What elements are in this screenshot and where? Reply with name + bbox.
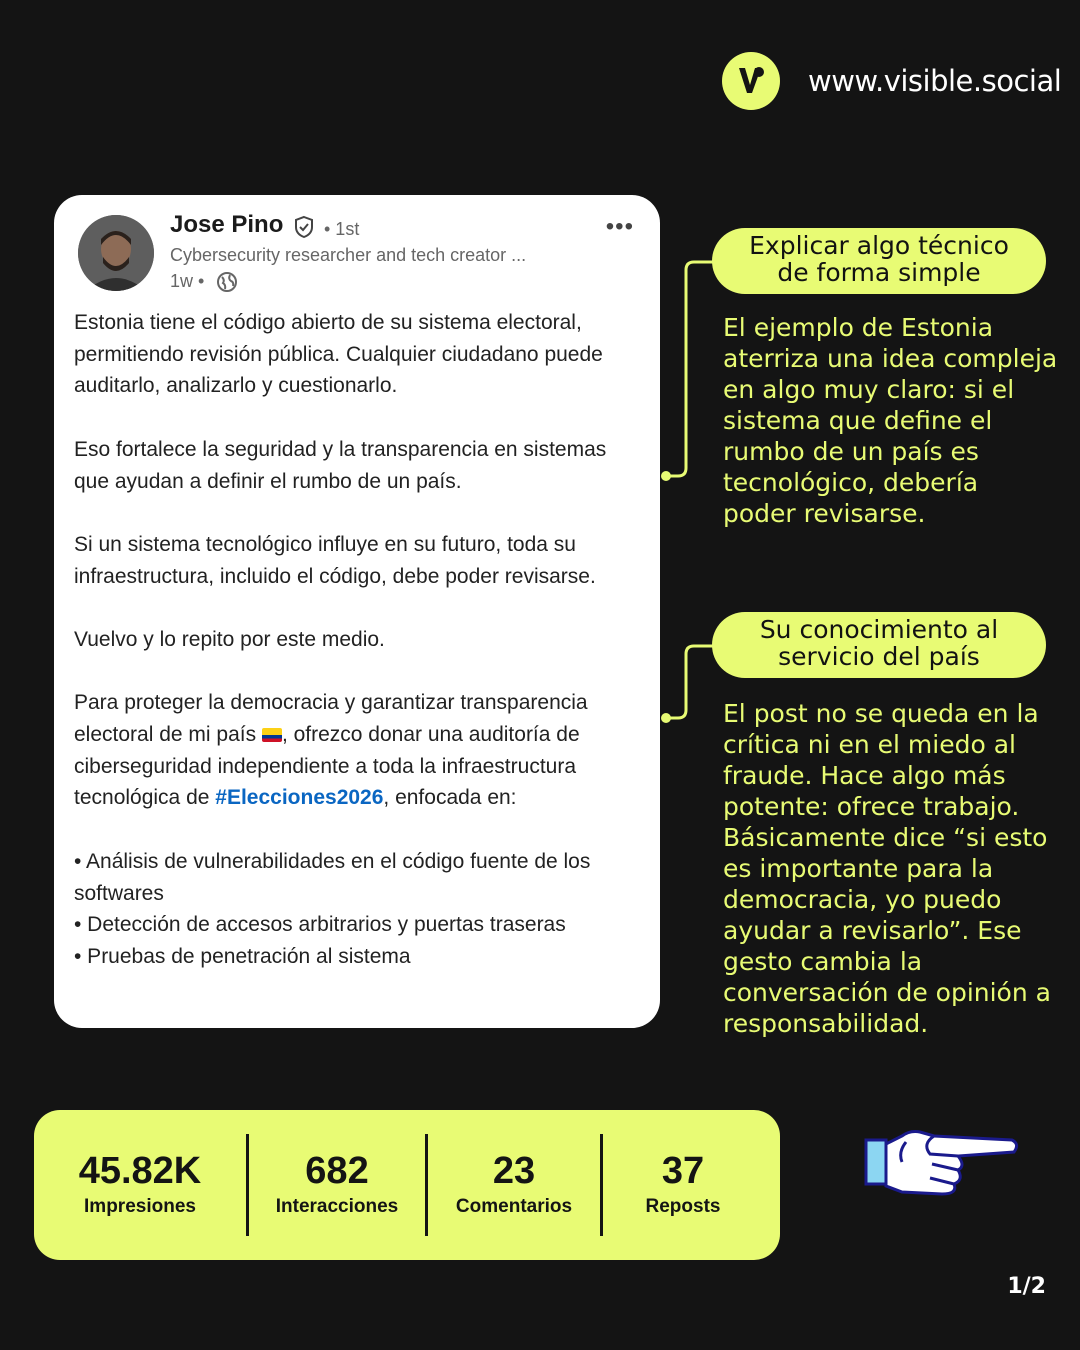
- connection-degree: • 1st: [324, 219, 360, 239]
- callout-title-line: de forma simple: [777, 258, 981, 287]
- pointing-hand-icon[interactable]: [862, 1122, 1022, 1202]
- stat-label: Comentarios: [455, 1196, 573, 1217]
- page-indicator: 1/2: [1007, 1274, 1046, 1299]
- stat-value: 37: [661, 1150, 705, 1192]
- post-paragraph: Vuelvo y lo repito por este medio.: [74, 627, 385, 651]
- post-text: , ofrezco donar una auditoría de ciberseguridad independiente a toda la infraestructura tecnológica de: [74, 723, 580, 810]
- callout-pill-2: [712, 612, 1046, 678]
- author-name[interactable]: Jose Pino: [170, 211, 284, 238]
- callout-text-2: El post no se queda en la crítica ni en el miedo al fraude. Hace algo más potente: ofrece trabajo. Básicamente dice “si esto es importante para la democracia, yo puedo ayudar a revisarlo”. Ese gesto cambia la conversación de opinión a responsabilidad.: [723, 699, 1051, 1038]
- more-options-icon[interactable]: •••: [605, 213, 634, 240]
- post-paragraph: Eso fortalece la seguridad y la transparencia en sistemas que ayudan a definir el rumbo de un país.: [74, 437, 607, 493]
- stat-label: Interacciones: [275, 1196, 399, 1217]
- brand-url[interactable]: www.visible.social: [808, 64, 1062, 98]
- stat-impressions: [34, 1110, 246, 1260]
- post-text: , enfocada en:: [383, 786, 517, 810]
- stat-label: Reposts: [645, 1196, 721, 1217]
- hashtag-link[interactable]: #Elecciones2026: [215, 786, 384, 810]
- stat-reposts: [603, 1110, 763, 1260]
- stat-value: 45.82K: [78, 1150, 202, 1192]
- author-headline: Cybersecurity researcher and tech creator ...: [170, 245, 527, 265]
- stat-value: 23: [492, 1150, 536, 1192]
- stat-comments: [428, 1110, 600, 1260]
- callout-title-line: Explicar algo técnico: [749, 231, 1009, 260]
- callout-title-line: servicio del país: [778, 642, 980, 671]
- post-text: Para proteger la democracia y garantizar transparencia electoral de mi país: [74, 691, 588, 747]
- stat-value: 682: [305, 1150, 369, 1192]
- stats-panel: [34, 1110, 780, 1260]
- bullet-item: • Pruebas de penetración al sistema: [74, 944, 411, 968]
- bullet-item: • Análisis de vulnerabilidades en el código fuente de los softwares: [74, 849, 591, 905]
- callout-text-1: El ejemplo de Estonia aterriza una idea compleja en algo muy claro: si el sistema que define el rumbo de un país es tecnológico, debería poder revisarse.: [723, 313, 1058, 528]
- stat-interactions: [249, 1110, 425, 1260]
- post-paragraph: Si un sistema tecnológico influye en su futuro, toda su infraestructura, incluido el código, debe poder revisarse.: [74, 532, 596, 588]
- callout-pill-1: [712, 228, 1046, 294]
- callout-title-line: Su conocimiento al: [759, 615, 999, 644]
- stat-label: Impresiones: [84, 1196, 196, 1217]
- post-paragraph: Estonia tiene el código abierto de su sistema electoral, permitiendo revisión pública. Cualquier ciudadano puede auditarlo, analizarlo y cuestionarlo.: [74, 311, 603, 398]
- post-time: 1w •: [170, 271, 205, 291]
- bullet-item: • Detección de accesos arbitrarios y puertas traseras: [74, 913, 566, 937]
